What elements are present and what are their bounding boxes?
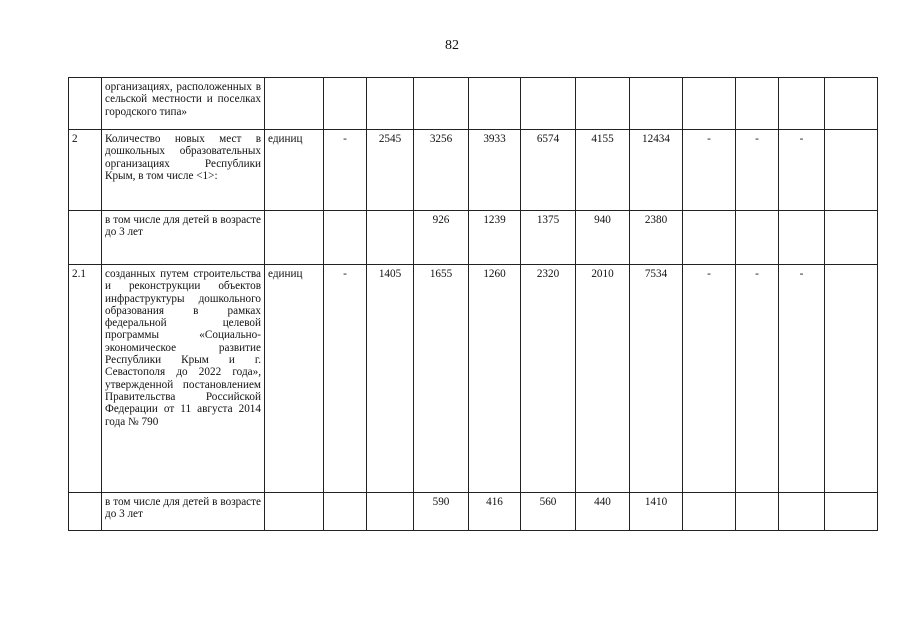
value-cell (779, 493, 825, 531)
value-cell (469, 78, 521, 130)
value-cell: 560 (521, 493, 576, 531)
value-cell: 1410 (630, 493, 683, 531)
value-cell (576, 78, 630, 130)
value-cell (736, 211, 779, 265)
row-index (69, 493, 102, 531)
value-cell (324, 78, 367, 130)
value-cell (324, 493, 367, 531)
row-description: в том числе для детей в возрасте до 3 лет (102, 211, 265, 265)
empty-cell (825, 211, 878, 265)
empty-cell (825, 265, 878, 493)
value-cell: - (736, 265, 779, 493)
row-description: созданных путем строительства и реконструкции объектов инфраструктуры дошкольного образования в рамках федеральной целевой программы «Социально-экономическое развитие Республики Крым и г. Севастополя до 2022 года», утвержденной постановлением Правительства Российской Федерации от 11 августа 2014 года № 790 (102, 265, 265, 493)
value-cell (324, 211, 367, 265)
value-cell (779, 211, 825, 265)
row-index: 2.1 (69, 265, 102, 493)
table-row (69, 493, 878, 531)
indicators-table (68, 77, 878, 531)
value-cell (414, 78, 469, 130)
row-index: 2 (69, 130, 102, 211)
value-cell: - (736, 130, 779, 211)
value-cell: 4155 (576, 130, 630, 211)
value-cell: 416 (469, 493, 521, 531)
value-cell: 1375 (521, 211, 576, 265)
table-row (69, 265, 878, 493)
value-cell: 940 (576, 211, 630, 265)
value-cell (521, 78, 576, 130)
value-cell: 6574 (521, 130, 576, 211)
value-cell: 2320 (521, 265, 576, 493)
value-cell: 2010 (576, 265, 630, 493)
row-description: организациях, расположенных в сельской местности и поселках городского типа» (102, 78, 265, 130)
value-cell (367, 211, 414, 265)
value-cell (630, 78, 683, 130)
value-cell: 2380 (630, 211, 683, 265)
row-unit (265, 78, 324, 130)
value-cell: - (683, 265, 736, 493)
value-cell (736, 78, 779, 130)
value-cell (779, 78, 825, 130)
table-row (69, 211, 878, 265)
value-cell (683, 493, 736, 531)
value-cell (683, 211, 736, 265)
page-number: 82 (445, 38, 459, 53)
row-unit: единиц (265, 130, 324, 211)
value-cell: 3256 (414, 130, 469, 211)
value-cell: 2545 (367, 130, 414, 211)
value-cell: - (779, 130, 825, 211)
row-description: Количество новых мест в дошкольных образовательных организациях Республики Крым, в том числе <1>: (102, 130, 265, 211)
value-cell: 1655 (414, 265, 469, 493)
empty-cell (825, 130, 878, 211)
table-row (69, 130, 878, 211)
value-cell: 7534 (630, 265, 683, 493)
value-cell: - (683, 130, 736, 211)
value-cell (367, 78, 414, 130)
value-cell: 440 (576, 493, 630, 531)
value-cell: 3933 (469, 130, 521, 211)
row-unit: единиц (265, 265, 324, 493)
value-cell (683, 78, 736, 130)
row-unit (265, 493, 324, 531)
value-cell: 1260 (469, 265, 521, 493)
value-cell: - (779, 265, 825, 493)
value-cell (367, 493, 414, 531)
value-cell: - (324, 265, 367, 493)
value-cell (736, 493, 779, 531)
row-index (69, 211, 102, 265)
value-cell: - (324, 130, 367, 211)
value-cell: 926 (414, 211, 469, 265)
value-cell: 12434 (630, 130, 683, 211)
row-unit (265, 211, 324, 265)
value-cell: 1239 (469, 211, 521, 265)
empty-cell (825, 493, 878, 531)
value-cell: 590 (414, 493, 469, 531)
table-row (69, 78, 878, 130)
row-index (69, 78, 102, 130)
row-description: в том числе для детей в возрасте до 3 лет (102, 493, 265, 531)
empty-cell (825, 78, 878, 130)
value-cell: 1405 (367, 265, 414, 493)
